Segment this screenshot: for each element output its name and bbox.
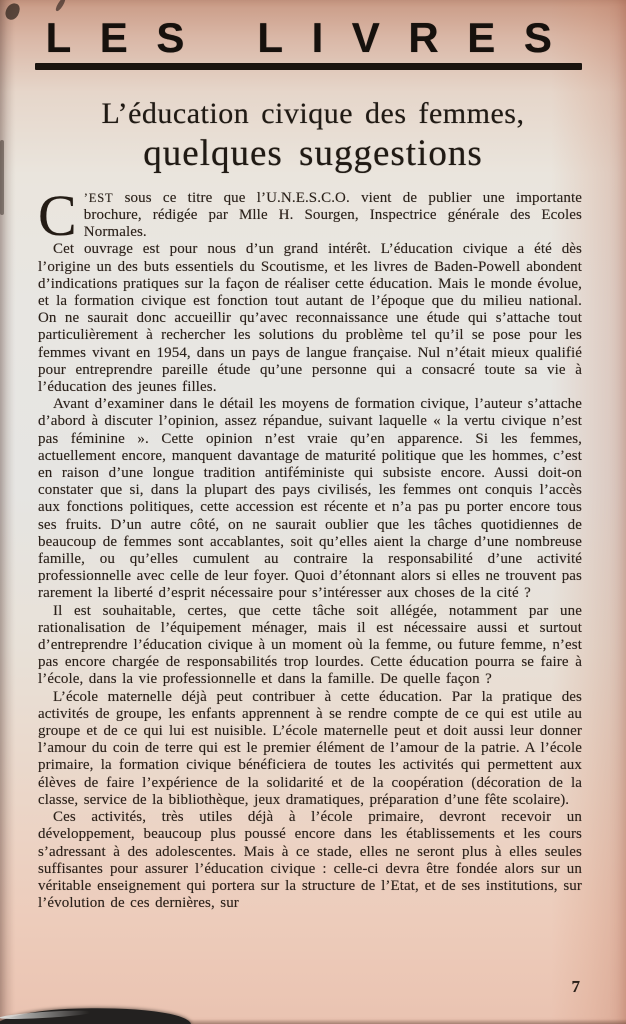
header-rule [35, 63, 582, 70]
article-title [0, 97, 626, 175]
spine-shadow [0, 140, 4, 215]
ink-speck [54, 0, 66, 12]
article-title-line1: L’éducation civique des femmes, [101, 97, 525, 131]
page-header [0, 16, 626, 70]
opening-paragraph [38, 182, 582, 248]
article-body [38, 182, 582, 913]
body-paragraph: Il est souhaitable, certes, que cette tâche soit allégée, notamment par une rationalisation de l’équipement ménager, mais il est nécessaire aussi et surtout d’entreprendre l’éducation civique à un moment où la femme, ou future femme, n’est pas encore chargée de responsabilités trop lourdes. Cette éducation pourra se faire à l’école, dans la vie professionnelle et dans la famille. De quelle façon ? [38, 602, 582, 688]
article-title-line2: quelques suggestions [143, 133, 483, 175]
body-paragraph: L’école maternelle déjà peut contribuer à cette éducation. Par la pratique des activités de groupe, les enfants apprennent à se rendre compte de ce qui est utile au groupe et de ce qui lui est nuisible. L’école maternelle peut et doit aussi leur donner l’amour du coin de terre qui est le premier élément de l’amour de la patrie. A l’école primaire, la formation civique bénéficiera de toutes les activités qui permettent aux élèves de faire l’expérience de la solidarité et de la coopération (décoration de la classe, service de la bibliothèque, jeux dramatiques, préparation d’une fête scolaire). [38, 688, 582, 808]
book-edge-shadow [0, 1004, 192, 1024]
body-paragraph: Ces activités, très utiles déjà à l’école primaire, devront recevoir un développement, beaucoup plus poussé encore dans les établissements et les cours s’adressant à des adolescentes. Mais à ce stade, elles ne seront plus à elles seules suffisantes pour assurer l’éducation civique : celle-ci devra être fondée alors sur un véritable enseignement qui portera sur la structure de l’Etat, et de ses institutions, sur l’évolution de ces dernières, sur [38, 809, 582, 912]
opening-paragraph-text: sous ce titre que l’U.N.E.S.C.O. vient de publier une importante brochure, rédigée par Mlle H. Sourgen, Inspectrice générale des Ecoles Normales. [83, 189, 582, 241]
page-number: 7 [571, 977, 580, 996]
drop-cap: C [38, 182, 77, 248]
small-caps-lead: ’EST [83, 190, 114, 205]
body-paragraph: Cet ouvrage est pour nous d’un grand intérêt. L’éducation civique a été dès l’origine un des buts essentiels du Scoutisme, et les livres de Baden-Powell abondent d’indications pratiques sur la façon de réaliser cette éducation. Mais le monde évolue, et la formation civique est fonction tout autant de l’époque que du milieu national. On ne saurait donc accueillir qu’avec reconnaissance une étude qui s’attache tout particulièrement à rechercher les solutions du problème tel qu’il se pose pour les femmes vivant en 1954, dans un pays de langue française. Nul n’était mieux qualifié pour entreprendre pareille étude qu’une personne qui a consacré toute sa vie à l’éducation des jeunes filles. [38, 241, 582, 396]
section-header-title: LES LIVRES [45, 14, 581, 61]
body-paragraph: Avant d’examiner dans le détail les moyens de formation civique, l’auteur s’attache d’abord à discuter l’opinion, assez répandue, suivant laquelle « la vertu civique n’est pas féminine ». Cette opinion n’est vraie qu’en apparence. Si les femmes, actuellement encore, manquent davantage de maturité politique que les hommes, c’est en raison d’une longue tradition antiféministe qui subsiste encore. Aussi doit-on constater que si, dans la plupart des pays civilisés, les femmes ont conquis l’accès aux fonctions politiques, cette accession est récente et n’a pas pu porter encore tous ses fruits. D’un autre côté, on ne saurait oublier que les tâches quotidiennes de beaucoup de femmes sont accablantes, soit qu’elles aient la charge d’une nombreuse famille, ou qu’elles cumulent au contraire la responsabilité d’une activité professionnelle avec celle de leur foyer. Quoi d’étonnant alors si elles ne trouvent pas rarement la liberté d’esprit nécessaire pour s’intéresser aux choses de la cité ? [38, 396, 582, 602]
